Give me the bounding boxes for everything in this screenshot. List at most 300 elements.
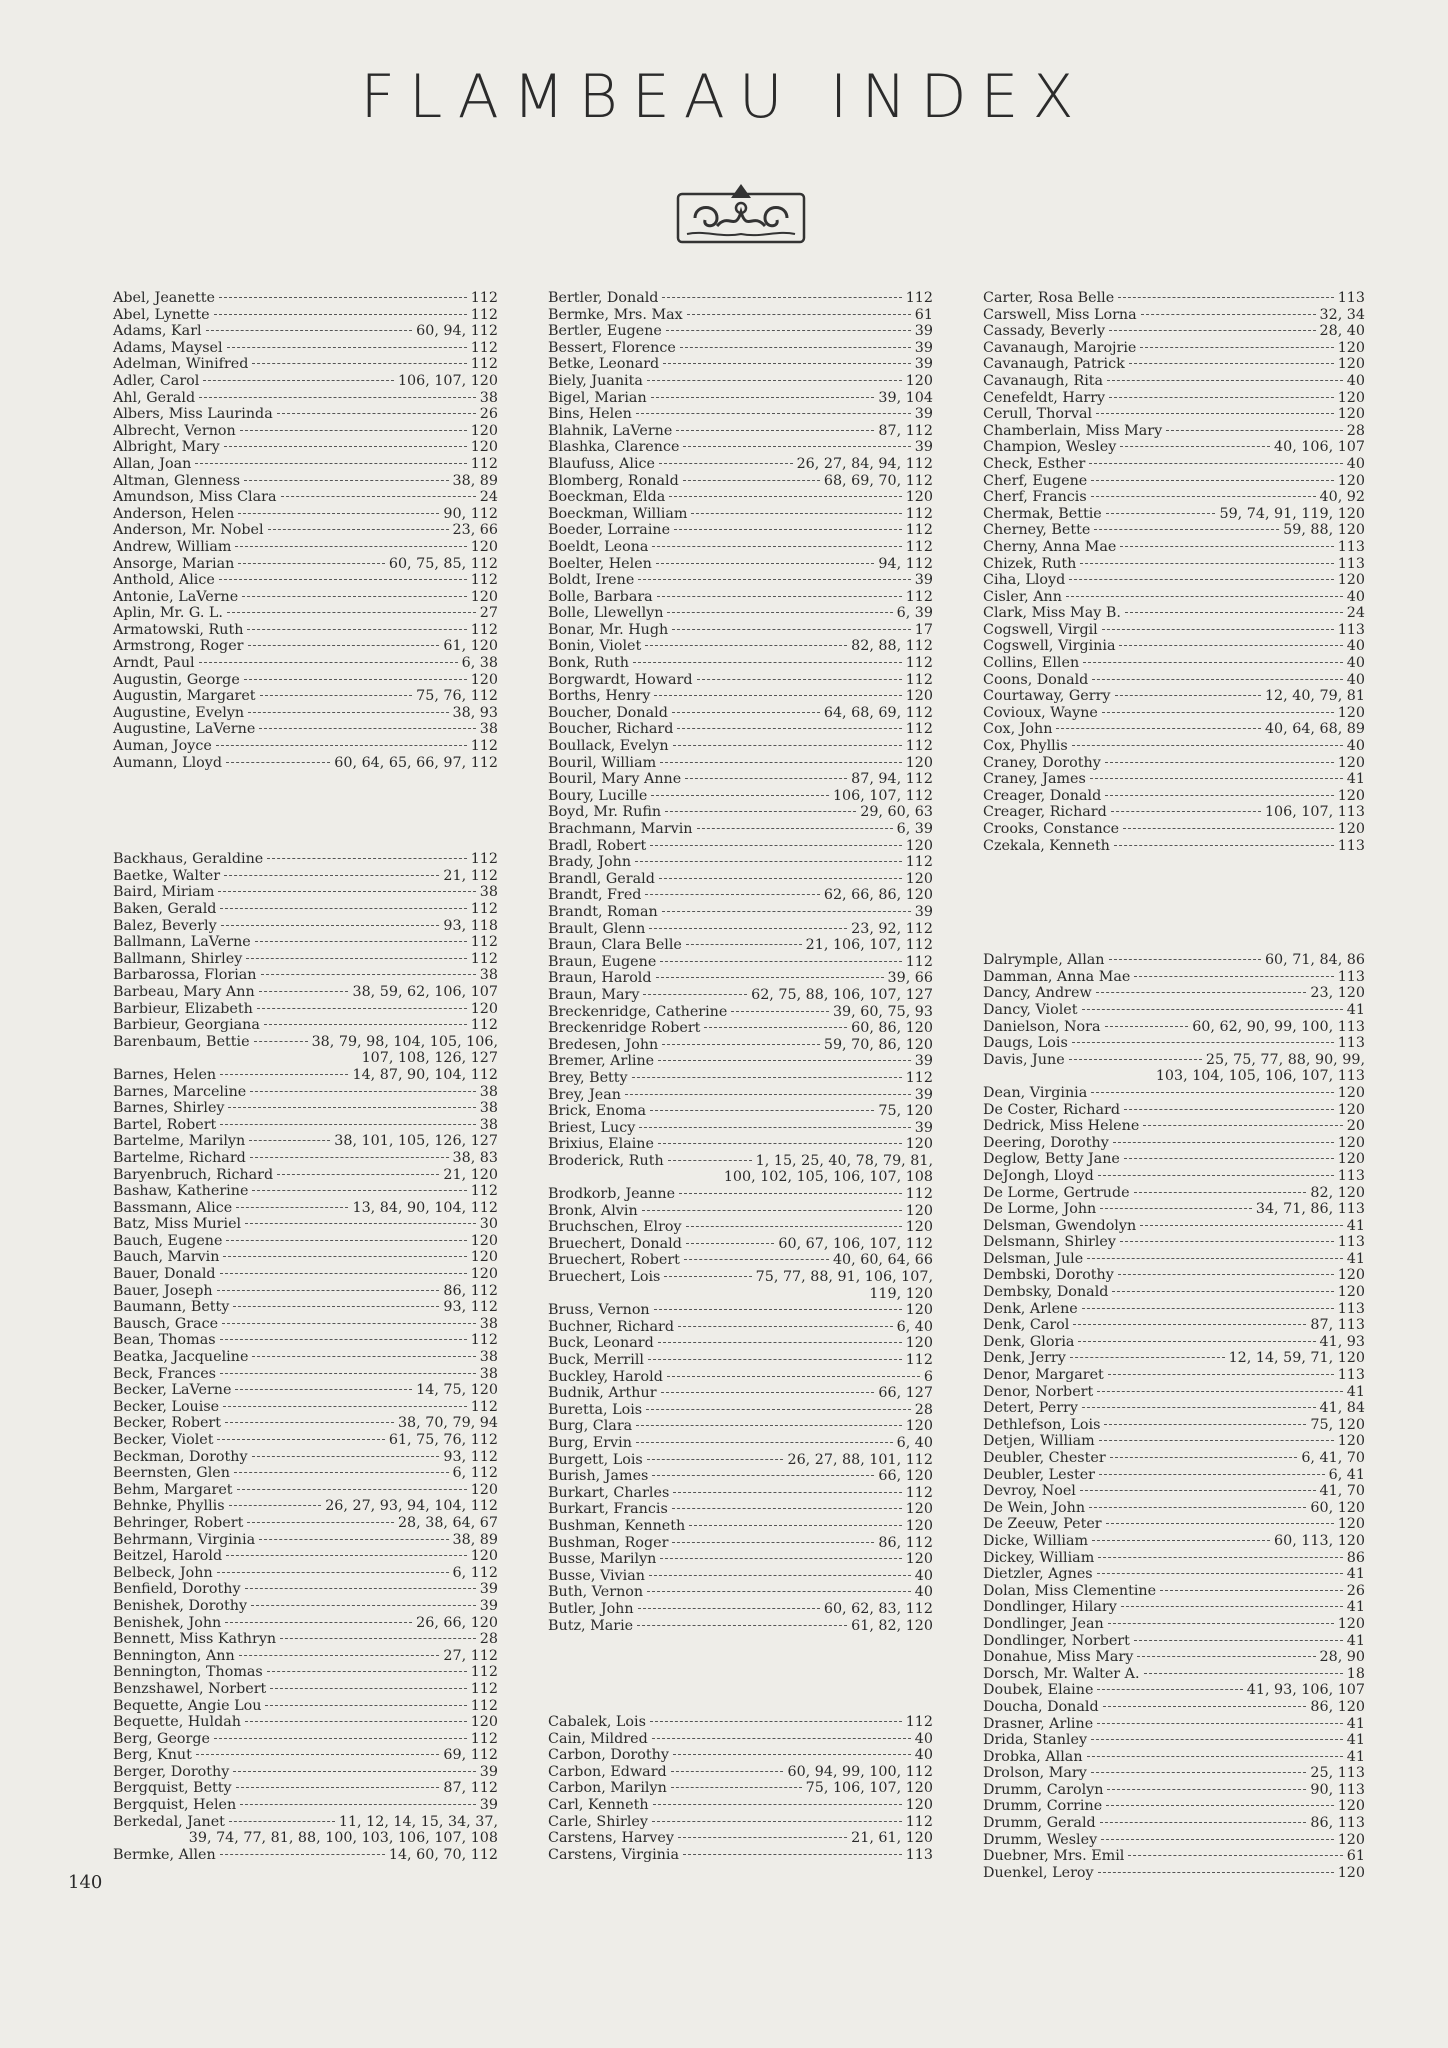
entry-pages: 40	[1346, 655, 1365, 672]
index-entry	[548, 539, 933, 556]
entry-pages: 38	[479, 1315, 498, 1332]
index-entry	[983, 1583, 1365, 1600]
dot-leader	[686, 944, 802, 945]
index-entry	[983, 1218, 1365, 1235]
entry-pages: 6, 41, 70	[1301, 1450, 1365, 1466]
entry-name: Beitzel, Harold	[113, 1548, 223, 1565]
entry-pages: 112	[905, 1352, 933, 1368]
entry-pages: 113	[1337, 1167, 1365, 1184]
entry-pages: 113	[1337, 1234, 1365, 1251]
index-entry	[113, 851, 498, 868]
dot-leader	[1097, 1573, 1343, 1574]
section-gap	[113, 771, 498, 851]
entry-name: Bruechert, Lois	[548, 1269, 661, 1286]
entry-pages: 38, 59, 62, 106, 107	[352, 983, 498, 1000]
entry-pages: 28, 40	[1319, 323, 1365, 340]
dot-leader	[636, 1442, 893, 1443]
index-entry	[983, 1550, 1365, 1567]
index-entry	[113, 738, 498, 755]
index-entry	[548, 323, 933, 340]
entry-pages: 113	[905, 1846, 933, 1863]
index-entry	[113, 456, 498, 473]
entry-name: Antonie, LaVerne	[113, 588, 239, 605]
entry-pages: 41, 70	[1319, 1483, 1365, 1500]
entry-pages: 113	[1337, 621, 1365, 638]
dot-leader	[1091, 480, 1333, 481]
dot-leader	[660, 961, 901, 962]
entry-name: Becker, Robert	[113, 1415, 222, 1432]
entry-name: Cox, John	[983, 721, 1053, 738]
dot-leader	[1078, 1341, 1315, 1342]
entry-name: Ahl, Gerald	[113, 389, 196, 406]
entry-pages: 106, 107, 112	[832, 787, 933, 804]
entry-pages: 40, 92	[1319, 489, 1365, 506]
entry-pages: 87, 94, 112	[851, 771, 933, 788]
dot-leader	[1089, 463, 1342, 464]
index-entry	[983, 1815, 1365, 1832]
entry-name: Brady, John	[548, 854, 632, 871]
dot-leader	[236, 1207, 348, 1208]
entry-name: Dietzler, Agnes	[983, 1566, 1093, 1583]
entry-name: Barbieur, Elizabeth	[113, 1000, 253, 1017]
entry-name: Butz, Marie	[548, 1617, 634, 1634]
entry-pages: 120	[905, 1551, 933, 1568]
entry-name: Altman, Glenness	[113, 472, 241, 489]
dot-leader	[643, 994, 747, 995]
dot-leader	[1091, 496, 1316, 497]
index-entry	[548, 423, 933, 440]
entry-name: Burgett, Lois	[548, 1451, 643, 1468]
index-entry	[113, 1133, 498, 1150]
entry-pages: 38, 89	[452, 1531, 498, 1548]
entry-name: Dean, Virginia	[983, 1084, 1088, 1101]
index-entry	[548, 937, 933, 954]
dot-leader	[247, 629, 466, 630]
dot-leader	[679, 1193, 902, 1194]
dot-leader	[1102, 629, 1334, 630]
index-entry	[113, 1515, 498, 1532]
dot-leader	[1108, 1623, 1334, 1624]
dot-leader	[226, 1555, 467, 1556]
entry-name: Bergquist, Betty	[113, 1780, 232, 1797]
entry-pages: 39	[914, 1053, 933, 1070]
entry-pages: 120	[1337, 1084, 1365, 1101]
index-entry	[548, 970, 933, 987]
index-entry	[983, 556, 1365, 573]
dot-leader	[1104, 1424, 1306, 1425]
entry-pages: 29, 60, 63	[860, 804, 933, 821]
dot-leader	[686, 1226, 902, 1227]
entry-pages: 59, 74, 91, 119, 120	[1219, 505, 1365, 522]
dot-leader	[652, 1738, 911, 1739]
entry-pages: 112	[470, 1680, 498, 1697]
entry-pages: 40	[1346, 588, 1365, 605]
entry-name: Benishek, John	[113, 1614, 222, 1631]
entry-pages: 40	[1346, 671, 1365, 688]
index-entry	[113, 307, 498, 324]
dot-leader	[203, 380, 394, 381]
dot-leader	[654, 695, 901, 696]
entry-name: Braun, Clara Belle	[548, 937, 682, 954]
entry-name: Ballmann, Shirley	[113, 950, 243, 967]
entry-name: Bessert, Florence	[548, 339, 676, 356]
entry-name: Brixius, Elaine	[548, 1136, 654, 1153]
entry-pages: 41	[1346, 1715, 1365, 1732]
entry-pages: 60, 75, 85, 112	[388, 555, 498, 572]
dot-leader	[635, 861, 902, 862]
index-entry	[548, 672, 933, 689]
dot-leader	[220, 1854, 385, 1855]
entry-name: Denk, Gloria	[983, 1333, 1075, 1350]
index-entry	[983, 522, 1365, 539]
entry-name: Beckman, Dorothy	[113, 1448, 248, 1465]
index-entry	[548, 1120, 933, 1137]
index-entry	[113, 1532, 498, 1549]
dot-leader	[657, 596, 902, 597]
dot-leader	[251, 1605, 476, 1606]
index-entry	[983, 1699, 1365, 1716]
entry-pages: 112	[470, 1398, 498, 1415]
entry-pages: 39	[914, 339, 933, 356]
index-entry	[113, 868, 498, 885]
entry-pages: 26	[1346, 1582, 1365, 1599]
index-entry	[113, 1565, 498, 1582]
entry-pages: 24	[1346, 605, 1365, 622]
index-entry	[548, 1369, 933, 1386]
entry-pages: 120	[1337, 1831, 1365, 1848]
dot-leader	[1113, 1142, 1334, 1143]
entry-name: Delsman, Jule	[983, 1250, 1084, 1267]
entry-name: Bertler, Eugene	[548, 323, 662, 340]
entry-name: Boldt, Irene	[548, 572, 635, 589]
index-entry	[983, 406, 1365, 423]
index-entry	[983, 1234, 1365, 1251]
entry-name: Bean, Thomas	[113, 1332, 216, 1349]
entry-pages: 39	[914, 323, 933, 340]
index-entry	[113, 1548, 498, 1565]
dot-leader	[225, 1422, 394, 1423]
index-entry	[113, 1233, 498, 1250]
entry-name: Carle, Shirley	[548, 1813, 648, 1830]
entry-pages: 59, 88, 120	[1283, 522, 1365, 539]
entry-pages: 21, 61, 120	[851, 1830, 933, 1847]
entry-name: Barnes, Helen	[113, 1066, 217, 1083]
entry-pages: 41	[1346, 1599, 1365, 1616]
dot-leader	[1097, 1689, 1242, 1690]
entry-pages: 12, 40, 79, 81	[1264, 688, 1365, 705]
dot-leader	[658, 1143, 902, 1144]
entry-name: Becker, Louise	[113, 1398, 220, 1415]
index-entry	[548, 721, 933, 738]
entry-pages: 87, 113	[1310, 1317, 1365, 1334]
entry-pages: 112	[905, 1484, 933, 1501]
dot-leader	[1087, 1756, 1343, 1757]
entry-name: Carstens, Harvey	[548, 1830, 674, 1847]
entry-pages: 41	[1346, 1383, 1365, 1400]
entry-pages: 120	[905, 1797, 933, 1814]
dot-leader	[662, 911, 911, 912]
entry-name: Budnik, Arthur	[548, 1385, 657, 1402]
dot-leader	[270, 1688, 466, 1689]
entry-pages: 41, 84	[1319, 1400, 1365, 1417]
index-entry	[983, 1467, 1365, 1484]
index-entry	[113, 406, 498, 423]
index-entry	[548, 1053, 933, 1070]
dot-leader	[1069, 579, 1333, 580]
index-entry	[548, 771, 933, 788]
entry-name: Barbieur, Georgiana	[113, 1017, 260, 1034]
entry-pages: 106, 107, 120	[397, 372, 498, 389]
index-entry	[548, 1797, 933, 1814]
page-title: FLAMBEAU INDEX	[360, 62, 1088, 132]
entry-pages: 60, 86, 120	[851, 1020, 933, 1037]
entry-name: Drumm, Carolyn	[983, 1781, 1104, 1798]
entry-name: Bruechert, Robert	[548, 1252, 680, 1269]
index-entry	[548, 1814, 933, 1831]
dot-leader	[1107, 1789, 1306, 1790]
index-entry	[548, 1186, 933, 1203]
entry-pages-continued: 100, 102, 105, 106, 107, 108	[723, 1169, 933, 1186]
index-entry	[983, 1284, 1365, 1301]
index-entry	[548, 921, 933, 938]
entry-name: Belbeck, John	[113, 1564, 213, 1581]
dot-leader	[1106, 1805, 1334, 1806]
index-entry	[113, 1382, 498, 1399]
index-entry	[548, 473, 933, 490]
dot-leader	[1106, 1523, 1334, 1524]
index-entry	[983, 1782, 1365, 1799]
entry-name: Dicke, William	[983, 1532, 1089, 1549]
entry-pages: 120	[470, 422, 498, 439]
dot-leader	[1100, 1208, 1252, 1209]
dot-leader	[240, 1804, 476, 1805]
index-entry	[548, 1830, 933, 1847]
index-entry	[548, 788, 933, 805]
entry-name: Bruechert, Donald	[548, 1235, 682, 1252]
entry-name: Chermak, Bettie	[983, 505, 1102, 522]
entry-pages: 38	[479, 1116, 498, 1133]
dot-leader	[662, 1044, 820, 1045]
dot-leader	[683, 446, 910, 447]
index-entry	[548, 1847, 933, 1864]
entry-name: De Coster, Richard	[983, 1101, 1120, 1118]
entry-pages: 113	[1337, 837, 1365, 854]
entry-name: Collins, Ellen	[983, 655, 1080, 672]
entry-pages: 60, 62, 83, 112	[823, 1600, 933, 1617]
dot-leader	[260, 695, 413, 696]
index-entry	[113, 1449, 498, 1466]
index-entry	[983, 1798, 1365, 1815]
index-entry	[548, 954, 933, 971]
entry-name: Auman, Joyce	[113, 738, 212, 755]
entry-pages: 38, 93	[452, 704, 498, 721]
dot-leader	[248, 712, 448, 713]
index-entry	[548, 1136, 933, 1153]
dot-leader	[651, 397, 875, 398]
dot-leader	[1098, 1872, 1334, 1873]
entry-pages: 40	[914, 1730, 933, 1747]
entry-name: Augustine, LaVerne	[113, 721, 256, 738]
dot-leader	[649, 1575, 911, 1576]
index-entry	[548, 755, 933, 772]
entry-pages: 87, 112	[878, 422, 933, 439]
dot-leader	[250, 1091, 476, 1092]
entry-name: Buretta, Lois	[548, 1401, 643, 1418]
entry-pages: 6, 38	[461, 655, 498, 672]
entry-name: Cabalek, Lois	[548, 1714, 646, 1731]
index-entry	[113, 1847, 498, 1864]
dot-leader	[233, 1306, 439, 1307]
entry-pages: 38, 83	[452, 1149, 498, 1166]
dot-leader	[1096, 413, 1334, 414]
index-entry	[983, 1350, 1365, 1367]
entry-pages: 120	[470, 588, 498, 605]
dot-leader	[672, 712, 820, 713]
dot-leader	[697, 679, 902, 680]
entry-name: Cherney, Bette	[983, 522, 1091, 539]
entry-pages: 38, 70, 79, 94	[397, 1415, 498, 1432]
dot-leader	[650, 845, 901, 846]
index-entry	[548, 804, 933, 821]
index-entry	[113, 290, 498, 307]
index-entry	[113, 1681, 498, 1698]
index-entry	[548, 705, 933, 722]
dot-leader	[648, 1359, 902, 1360]
dot-leader	[639, 1127, 910, 1128]
dot-leader	[667, 1376, 920, 1377]
entry-name: Carter, Rosa Belle	[983, 290, 1115, 306]
entry-name: Burg, Clara	[548, 1418, 633, 1435]
entry-name: Behrmann, Virginia	[113, 1531, 256, 1548]
entry-pages-continued: 119, 120	[869, 1285, 933, 1302]
entry-pages: 60, 71, 84, 86	[1264, 952, 1365, 969]
entry-name: Beernsten, Glen	[113, 1465, 230, 1482]
entry-name: Albrecht, Vernon	[113, 422, 236, 439]
entry-name: Bauch, Eugene	[113, 1232, 223, 1249]
entry-pages: 14, 75, 120	[416, 1382, 498, 1399]
index-entry	[983, 1168, 1365, 1185]
entry-name: Busse, Marilyn	[548, 1551, 657, 1568]
entry-pages: 60, 94, 112	[416, 323, 498, 340]
entry-name: Chizek, Ruth	[983, 555, 1077, 572]
entry-name: Bennington, Thomas	[113, 1664, 263, 1681]
index-entry	[548, 1269, 933, 1286]
index-entry	[983, 506, 1365, 523]
index-entry	[983, 1384, 1365, 1401]
entry-name: Berger, Dorothy	[113, 1763, 230, 1780]
entry-pages: 120	[1337, 754, 1365, 771]
entry-name: Carstens, Virginia	[548, 1846, 679, 1863]
entry-name: Bennington, Ann	[113, 1647, 235, 1664]
entry-name: Deubler, Chester	[983, 1450, 1106, 1466]
index-entry	[113, 1150, 498, 1167]
entry-pages: 40, 64, 68, 89	[1264, 721, 1365, 738]
index-entry	[548, 489, 933, 506]
index-entry	[983, 672, 1365, 689]
entry-pages: 120	[905, 1501, 933, 1518]
dot-leader	[1105, 795, 1333, 796]
entry-pages: 40, 60, 64, 66	[832, 1252, 933, 1269]
entry-pages: 120	[470, 439, 498, 456]
entry-pages: 120	[905, 688, 933, 705]
entry-pages: 41, 93, 106, 107	[1246, 1682, 1365, 1699]
index-entry	[983, 1649, 1365, 1666]
dot-leader	[227, 612, 476, 613]
entry-name: Dancy, Violet	[983, 1001, 1078, 1018]
entry-pages: 87, 112	[443, 1780, 498, 1797]
entry-pages: 39, 66	[887, 970, 933, 987]
index-entry	[113, 1399, 498, 1416]
entry-pages: 112	[905, 290, 933, 306]
entry-pages-continued: 39, 74, 77, 81, 88, 100, 103, 106, 107, 108	[188, 1830, 498, 1847]
entry-name: Delsmann, Shirley	[983, 1234, 1116, 1251]
dot-leader	[223, 1256, 466, 1257]
index-entry	[983, 456, 1365, 473]
index-entry	[548, 1037, 933, 1054]
index-entry	[983, 755, 1365, 772]
entry-pages: 61, 75, 76, 112	[388, 1432, 498, 1448]
index-entry	[548, 1584, 933, 1601]
entry-pages: 112	[905, 738, 933, 755]
index-entry	[113, 340, 498, 357]
dot-leader	[1099, 1440, 1334, 1441]
dot-leader	[684, 1259, 829, 1260]
dot-leader	[1101, 1839, 1334, 1840]
dot-leader	[731, 1011, 829, 1012]
index-entry	[983, 1135, 1365, 1152]
entry-pages: 120	[905, 1418, 933, 1435]
entry-name: Detert, Perry	[983, 1400, 1078, 1417]
entry-name: Adelman, Winifred	[113, 356, 249, 373]
entry-pages: 39	[914, 1086, 933, 1103]
dot-leader	[229, 1505, 322, 1506]
index-entry	[548, 1020, 933, 1037]
dot-leader	[1100, 1822, 1307, 1823]
dot-leader	[652, 546, 901, 547]
entry-pages: 41	[1346, 771, 1365, 788]
entry-name: Czekala, Kenneth	[983, 837, 1110, 854]
dot-leader	[245, 1223, 476, 1224]
dot-leader	[1134, 1640, 1343, 1641]
dot-leader	[267, 858, 466, 859]
entry-pages: 38	[479, 721, 498, 738]
entry-name: De Lorme, Gertrude	[983, 1184, 1130, 1201]
dot-leader	[1112, 1291, 1333, 1292]
index-entry	[113, 1498, 498, 1515]
index-entry	[113, 638, 498, 655]
entry-pages: 39	[479, 1597, 498, 1614]
dot-leader	[656, 563, 875, 564]
entry-pages: 40	[914, 1567, 933, 1584]
dot-leader	[1166, 430, 1343, 431]
dot-leader	[663, 363, 911, 364]
entry-pages: 120	[905, 1202, 933, 1219]
entry-pages: 39	[479, 1581, 498, 1598]
dot-leader	[1097, 1391, 1343, 1392]
entry-name: Cherny, Anna Mae	[983, 538, 1117, 555]
index-entry	[983, 1500, 1365, 1517]
entry-pages: 27	[479, 605, 498, 622]
dot-leader	[652, 1821, 902, 1822]
entry-name: Buth, Vernon	[548, 1584, 644, 1601]
dot-leader	[281, 496, 476, 497]
entry-pages: 86, 112	[878, 1534, 933, 1551]
entry-name: Bruss, Vernon	[548, 1302, 650, 1319]
entry-pages: 39	[914, 903, 933, 920]
entry-name: Boelter, Helen	[548, 555, 652, 572]
entry-pages: 120	[1337, 1284, 1365, 1301]
entry-pages: 75, 76, 112	[416, 688, 498, 705]
